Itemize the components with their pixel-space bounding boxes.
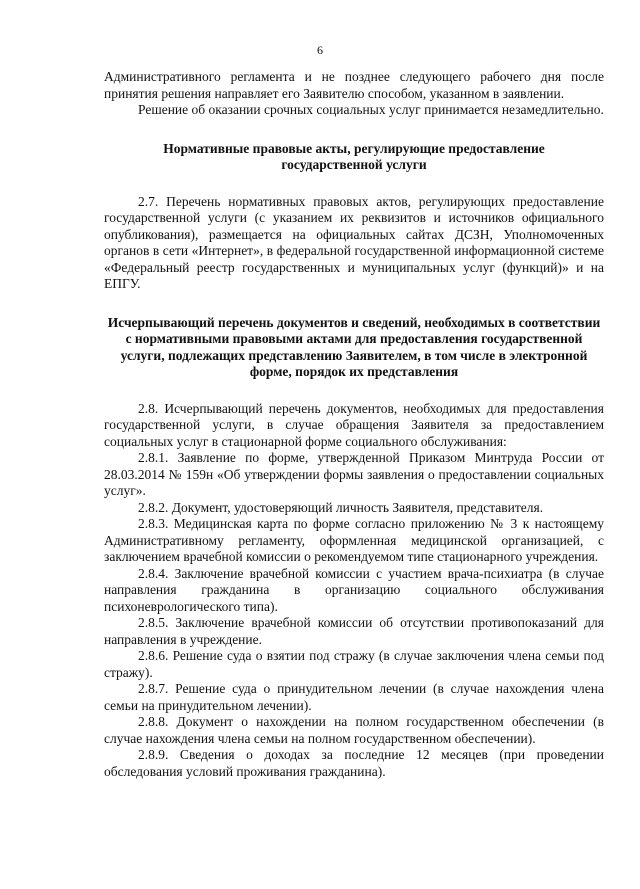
list-item-2-8-6: 2.8.6. Решение суда о взятии под стражу (в случае заключения члена семьи под стражу). bbox=[104, 648, 604, 680]
list-item-2-8-3: 2.8.3. Медицинская карта по форме согласно приложению № 3 к настоящему Административному регламенту, оформленная медицинской организацией, с заключением врачебной комиссии о рекомендуемом типе стационарного учреждения. bbox=[104, 516, 604, 564]
paragraph-2-7: 2.7. Перечень нормативных правовых актов, регулирующих предоставление государственной услуги (с указанием их реквизитов и источников официального опубликования), размещается на официальных сайтах ДСЗН, Уполномоченных органов в сети «Интернет», в федеральной государственной информационной системе «Федеральный реестр государственных и муниципальных услуг (функций)» и на ЕПГУ. bbox=[104, 193, 604, 291]
paragraph-intro-1: Административного регламента и не позднее следующего рабочего дня после принятия решения направляет его Заявителю способом, указанном в заявлении. bbox=[104, 69, 604, 101]
paragraph-intro-2: Решение об оказании срочных социальных услуг принимается незамедлительно. bbox=[138, 102, 604, 117]
paragraph-2-8: 2.8. Исчерпывающий перечень документов, необходимых для предоставления государственной услуги, в случае обращения Заявителя за предоставлением социальных услуг в стационарной форме социального обслуживания: bbox=[104, 400, 604, 449]
list-item-2-8-5: 2.8.5. Заключение врачебной комиссии об отсутствии противопоказаний для направления в учреждение. bbox=[104, 615, 604, 647]
list-item-2-8-8: 2.8.8. Документ о нахождении на полном государственном обеспечении (в случае нахождения члена семьи на полном государственном обеспечении). bbox=[104, 714, 604, 746]
list-item-2-8-1: 2.8.1. Заявление по форме, утвержденной Приказом Минтруда России от 28.03.2014 № 159н «Об утверждении формы заявления о предоставлении социальных услуг». bbox=[104, 450, 604, 498]
document-body bbox=[104, 69, 604, 780]
list-item-2-8-2: 2.8.2. Документ, удостоверяющий личность Заявителя, представителя. bbox=[138, 499, 544, 515]
list-item-2-8-7: 2.8.7. Решение суда о принудительном лечении (в случае нахождения члена семьи на принудительном лечении). bbox=[104, 681, 604, 713]
section-heading-normative-acts: Нормативные правовые акты, регулирующие предоставление государственной услуги bbox=[163, 140, 545, 172]
page-number: 6 bbox=[317, 43, 323, 57]
section-heading-documents-list: Исчерпывающий перечень документов и сведений, необходимых в соответствии с нормативными правовыми актами для предоставления государственной услуги, подлежащих представлению Заявителем, в том числе в электронной форме, порядок их представления bbox=[107, 314, 601, 379]
list-item-2-8-9: 2.8.9. Сведения о доходах за последние 12 месяцев (при проведении обследования условий проживания гражданина). bbox=[104, 747, 604, 779]
list-item-2-8-4: 2.8.4. Заключение врачебной комиссии с участием врача-психиатра (в случае направления гражданина в организацию социального обслуживания психоневрологического типа). bbox=[104, 565, 604, 614]
